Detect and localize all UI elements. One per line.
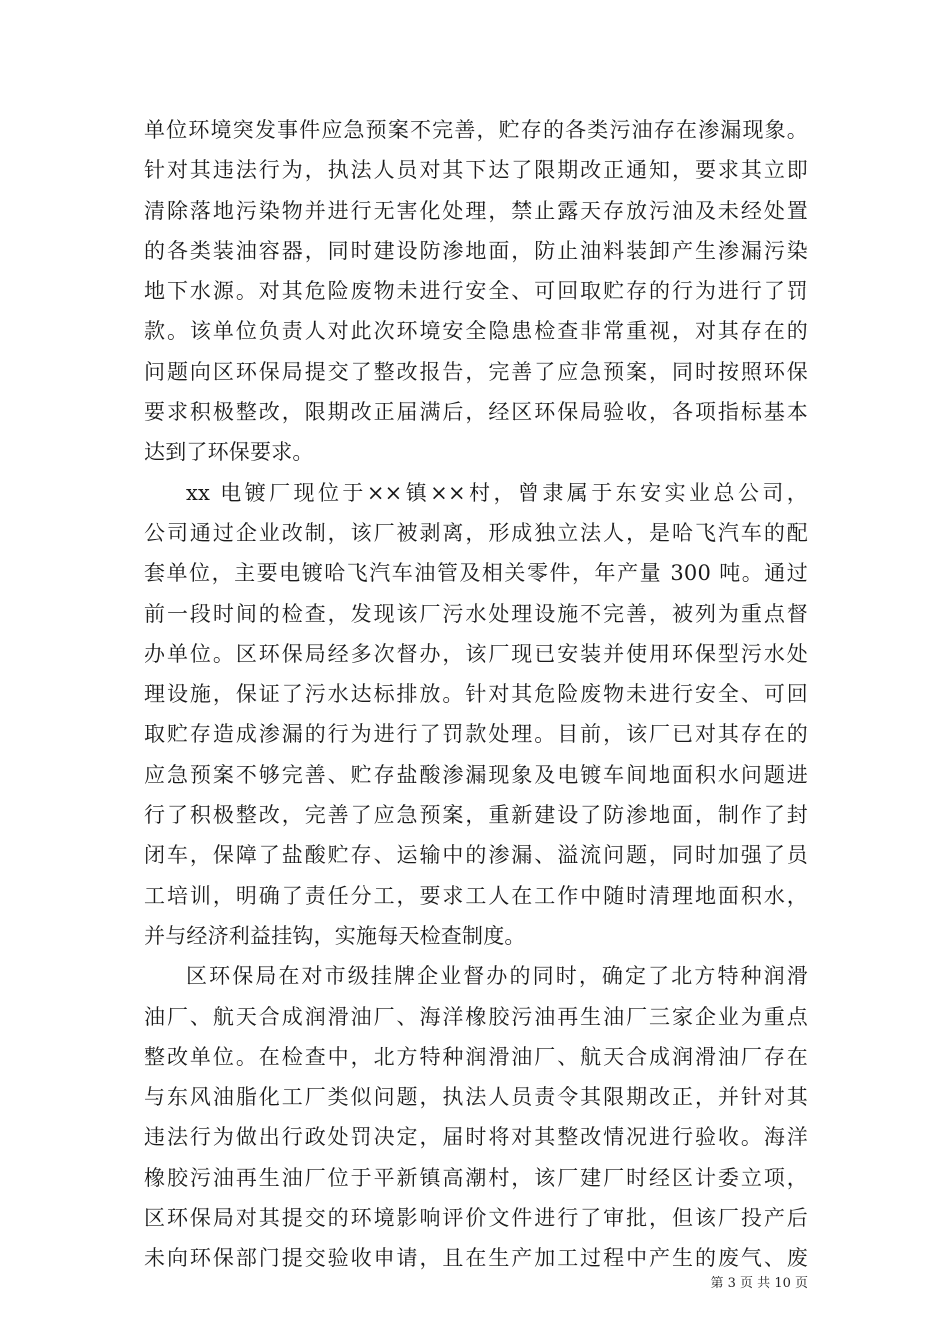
- body-text: [144, 110, 808, 1279]
- text-line: 工培训，明确了责任分工，要求工人在工作中随时清理地面积水，: [144, 883, 808, 908]
- text-line: 橡胶污油再生油厂位于平新镇高潮村，该厂建厂时经区计委立项，: [144, 1165, 808, 1190]
- text-line: 办单位。区环保局经多次督办，该厂现已安装并使用环保型污水处: [144, 641, 808, 666]
- text-line: 闭车，保障了盐酸贮存、运输中的渗漏、溢流问题，同时加强了员: [144, 843, 808, 868]
- text-line: 区环保局在对市级挂牌企业督办的同时，确定了北方特种润滑: [186, 964, 808, 989]
- text-line: 问题向区环保局提交了整改报告，完善了应急预案，同时按照环保: [144, 359, 808, 384]
- text-line: 理设施，保证了污水达标排放。针对其危险废物未进行安全、可回: [144, 682, 808, 707]
- text-line: 违法行为做出行政处罚决定，届时将对其整改情况进行验收。海洋: [144, 1125, 808, 1150]
- text-line: 与东风油脂化工厂类似问题，执法人员责令其限期改正，并针对其: [144, 1085, 808, 1110]
- text-line: 应急预案不够完善、贮存盐酸渗漏现象及电镀车间地面积水问题进: [144, 762, 808, 787]
- text-line: 针对其违法行为，执法人员对其下达了限期改正通知，要求其立即: [144, 158, 808, 183]
- text-line: 取贮存造成渗漏的行为进行了罚款处理。目前，该厂已对其存在的: [144, 722, 808, 747]
- text-line: 未向环保部门提交验收申请，且在生产加工过程中产生的废气、废: [144, 1246, 808, 1271]
- text-line: 并与经济利益挂钩，实施每天检查制度。: [144, 923, 526, 948]
- text-line: 清除落地污染物并进行无害化处理，禁止露天存放污油及未经处置: [144, 198, 808, 223]
- text-line: 行了积极整改，完善了应急预案，重新建设了防渗地面，制作了封: [144, 803, 808, 828]
- text-line: 套单位，主要电镀哈飞汽车油管及相关零件，年产量 300 吨。通过: [144, 561, 808, 586]
- text-line: 区环保局对其提交的环境影响评价文件进行了审批，但该厂投产后: [144, 1206, 808, 1231]
- text-line: 单位环境突发事件应急预案不完善，贮存的各类污油存在渗漏现象。: [144, 118, 808, 142]
- text-line: 油厂、航天合成润滑油厂、海洋橡胶污油再生油厂三家企业为重点: [144, 1004, 808, 1029]
- text-line: 要求积极整改，限期改正届满后，经区环保局验收，各项指标基本: [144, 400, 808, 425]
- text-line: 达到了环保要求。: [144, 440, 314, 465]
- page-number: 第 3 页 共 10 页: [710, 1276, 808, 1291]
- text-line: 前一段时间的检查，发现该厂污水处理设施不完善，被列为重点督: [144, 601, 808, 626]
- text-line: 整改单位。在检查中，北方特种润滑油厂、航天合成润滑油厂存在: [144, 1044, 808, 1069]
- text-line: 公司通过企业改制，该厂被剥离，形成独立法人，是哈飞汽车的配: [144, 520, 808, 545]
- text-line: 的各类装油容器，同时建设防渗地面，防止油料装卸产生渗漏污染: [144, 238, 808, 263]
- text-line: 款。该单位负责人对此次环境安全隐患检查非常重视，对其存在的: [144, 319, 808, 344]
- text-line: 地下水源。对其危险废物未进行安全、可回取贮存的行为进行了罚: [144, 279, 808, 304]
- text-line: xx 电镀厂现位于××镇××村，曾隶属于东安实业总公司，: [186, 480, 808, 505]
